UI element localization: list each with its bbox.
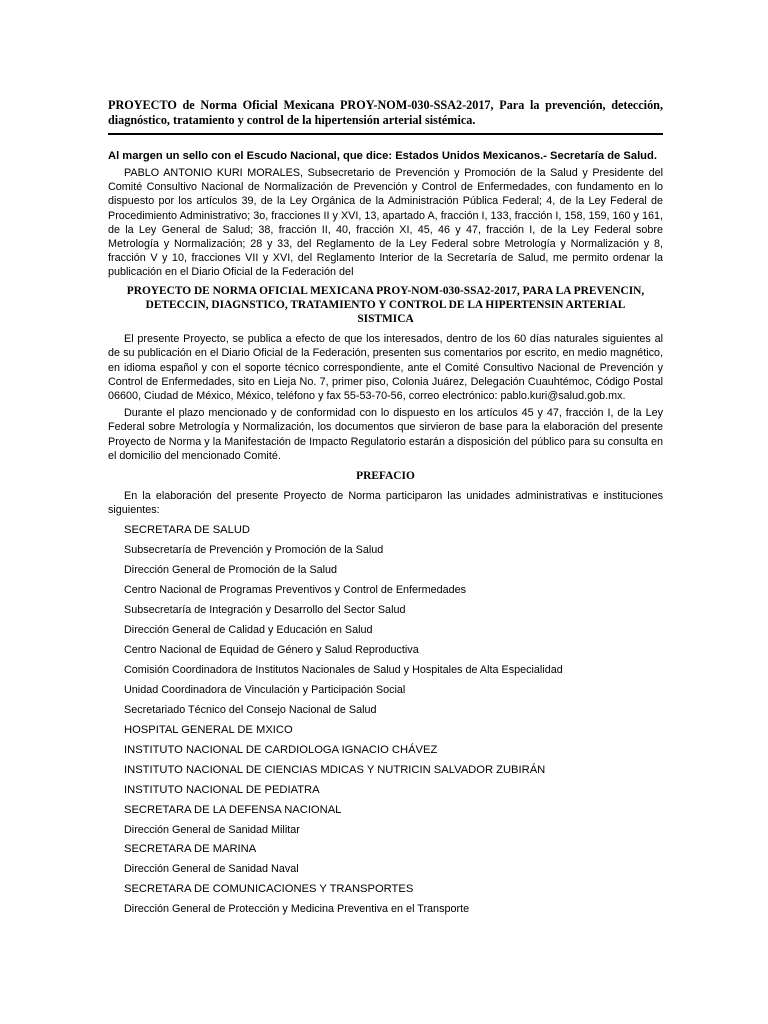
list-item: Dirección General de Calidad y Educación en Salud <box>124 624 373 637</box>
norm-heading: PROYECTO DE NORMA OFICIAL MEXICANA PROY-NOM-030-SSA2-2017, PARA LA PREVENCIN, DETECCIN, DIAGNSTICO, TRATAMIENTO Y CONTROL DE LA HIPERTENSIN ARTERIAL SISTMICA <box>126 284 645 326</box>
list-item: Dirección General de Sanidad Naval <box>124 863 299 876</box>
intro-paragraph: PABLO ANTONIO KURI MORALES, Subsecretario de Prevención y Promoción de la Salud y Presidente del Comité Consultivo Nacional de Normalización de Prevención y Control de Enfermedades, con fundamento en lo dispuesto por los artículos 39, de la Ley Orgánica de la Administración Pública Federal; 4, de la Ley Federal de Procedimiento Administrativo; 3o, fracciones II y XVI, 13, apartado A, fracción I, 133, fracción I, 158, 159, 160 y 161, de la Ley General de Salud; 38, fracción II, 40, fracción XI, 45, 46 y 47, fracción I, de la Ley Federal sobre Metrología y Normalización; 28 y 33, del Reglamento de la Ley Federal sobre Metrología y Normalización y 8, fracción V y 10, fracciones VII y XVI, del Reglamento Interior de la Secretaría de Salud, me permito ordenar la publicación en el Diario Oficial de la Federación del <box>108 167 663 279</box>
list-item: Dirección General de Sanidad Militar <box>124 823 300 836</box>
list-item: SECRETARA DE LA DEFENSA NACIONAL <box>124 803 342 816</box>
list-item: Centro Nacional de Equidad de Género y Salud Reproductiva <box>124 644 419 657</box>
publication-paragraph: El presente Proyecto, se publica a efecto de que los interesados, dentro de los 60 días naturales siguientes al de su publicación en el Diario Oficial de la Federación, presenten sus comentarios por escrito, en medio magnético, en idioma español y con el soporte técnico correspondiente, ante el Comité Consultivo Nacional de Prevención y Control de Enfermedades, sito en Lieja No. 7, primer piso, Colonia Juárez, Delegación Cuauhtémoc, Código Postal 06600, Ciudad de México, México, teléfono y fax 55-53-70-56, correo electrónico: pablo.kuri@salud.gob.mx. <box>108 333 663 403</box>
list-item: Subsecretaría de Integración y Desarrollo del Sector Salud <box>124 604 406 617</box>
list-item: Dirección General de Protección y Medicina Preventiva en el Transporte <box>124 903 470 916</box>
list-item: Dirección General de Promoción de la Salud <box>124 564 338 577</box>
document-page <box>108 98 663 922</box>
list-item: INSTITUTO NACIONAL DE CARDIOLOGA IGNACIO CHÁVEZ <box>124 743 438 756</box>
consultation-paragraph: Durante el plazo mencionado y de conformidad con lo dispuesto en los artículos 45 y 47, fracción I, de la Ley Federal sobre Metrología y Normalización, los documentos que sirvieron de base para la elaboración del presente Proyecto de Norma y la Manifestación de Impacto Regulatorio estarán a disposición del público para su consulta en el domicilio del mencionado Comité. <box>108 407 663 462</box>
list-item: Centro Nacional de Programas Preventivos y Control de Enfermedades <box>124 584 467 597</box>
list-item: Subsecretaría de Prevención y Promoción de la Salud <box>124 544 384 557</box>
list-item: SECRETARA DE MARINA <box>124 843 257 856</box>
list-item: SECRETARA DE SALUD <box>124 524 250 537</box>
list-item: INSTITUTO NACIONAL DE PEDIATRA <box>124 783 320 796</box>
list-item: Secretariado Técnico del Consejo Nacional de Salud <box>124 703 377 716</box>
list-item: HOSPITAL GENERAL DE MXICO <box>124 723 293 736</box>
list-item: INSTITUTO NACIONAL DE CIENCIAS MDICAS Y NUTRICIN SALVADOR ZUBIRÁN <box>124 763 546 776</box>
list-item: Unidad Coordinadora de Vinculación y Participación Social <box>124 683 406 696</box>
list-item: Comisión Coordinadora de Institutos Nacionales de Salud y Hospitales de Alta Especialidad <box>124 664 563 677</box>
institutions-list <box>108 523 663 922</box>
margin-note: Al margen un sello con el Escudo Nacional, que dice: Estados Unidos Mexicanos.- Secretaría de Salud. <box>108 150 657 162</box>
list-item: SECRETARA DE COMUNICACIONES Y TRANSPORTES <box>124 883 414 896</box>
section-heading-prefacio: PREFACIO <box>356 470 415 483</box>
document-title: PROYECTO de Norma Oficial Mexicana PROY-NOM-030-SSA2-2017, Para la prevención, detección, diagnóstico, tratamiento y control de la hipertensión arterial sistémica. <box>108 98 663 135</box>
prefacio-paragraph: En la elaboración del presente Proyecto de Norma participaron las unidades administrativas e instituciones siguientes: <box>108 490 663 517</box>
